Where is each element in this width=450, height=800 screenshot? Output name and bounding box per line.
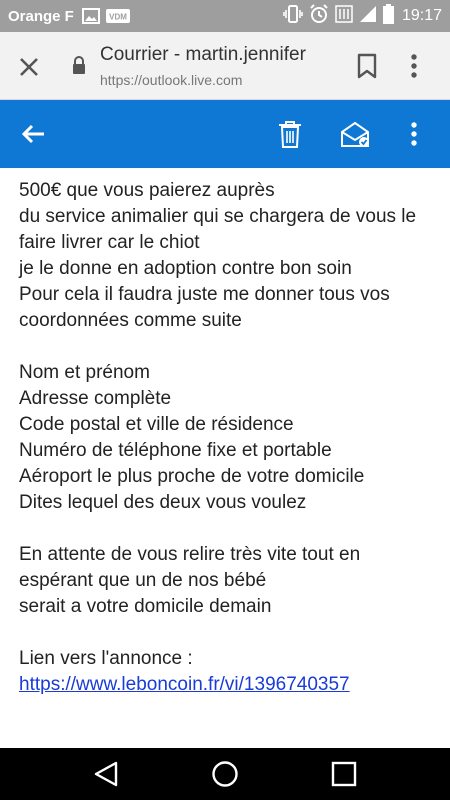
email-line: coordonnées comme suite xyxy=(19,310,242,331)
page-title[interactable]: Courrier - martin.jennifer xyxy=(100,44,306,65)
signal-icon xyxy=(359,5,377,28)
email-body xyxy=(0,168,450,748)
alarm-icon xyxy=(309,4,329,29)
email-line: Pour cela il faudra juste me donner tous vos xyxy=(19,284,390,305)
listing-link[interactable]: https://www.leboncoin.fr/vi/1396740357 xyxy=(19,674,350,695)
vdm-icon xyxy=(106,9,130,23)
browser-url-bar xyxy=(0,32,450,100)
email-line: Code postal et ville de résidence xyxy=(19,414,294,435)
android-nav-bar xyxy=(0,748,450,800)
email-line: Dites lequel des deux vous voulez xyxy=(19,492,307,513)
close-icon[interactable] xyxy=(14,52,44,82)
battery-icon xyxy=(383,4,394,29)
status-bar xyxy=(0,0,450,32)
more-vert-icon[interactable] xyxy=(410,52,418,85)
mark-read-icon[interactable] xyxy=(340,120,370,153)
email-line: faire livrer car le chiot xyxy=(19,232,200,253)
home-circle-icon[interactable] xyxy=(211,760,239,793)
email-line: espérant que un de nos bébé xyxy=(19,570,267,591)
svg-text:VDM: VDM xyxy=(108,12,127,22)
back-arrow-icon[interactable] xyxy=(20,122,46,151)
email-line: serait a votre domicile demain xyxy=(19,596,272,617)
email-line xyxy=(19,168,444,178)
clock: 19:17 xyxy=(401,7,442,24)
url-text[interactable]: https://outlook.live.com xyxy=(100,72,243,88)
mail-toolbar xyxy=(0,100,450,168)
image-icon xyxy=(82,8,100,24)
email-line: du service animalier qui se chargera de vous le xyxy=(19,206,417,227)
email-line: je le donne en adoption contre bon soin xyxy=(19,258,352,279)
data-icon xyxy=(335,5,353,28)
bookmark-icon[interactable] xyxy=(356,52,378,85)
recents-square-icon[interactable] xyxy=(330,760,358,793)
back-triangle-icon[interactable] xyxy=(92,760,120,793)
email-line: En attente de vous relire très vite tout en xyxy=(19,544,361,565)
link-intro: Lien vers l'annonce : xyxy=(19,648,193,669)
trash-icon[interactable] xyxy=(278,120,302,153)
vibrate-icon xyxy=(283,5,303,28)
lock-icon xyxy=(72,56,86,79)
email-line: 500€ que vous paierez auprès xyxy=(19,180,275,201)
carrier-label: Orange F xyxy=(8,7,74,25)
email-line: Nom et prénom xyxy=(19,362,150,383)
email-line: Numéro de téléphone fixe et portable xyxy=(19,440,332,461)
more-vert-icon[interactable] xyxy=(410,120,418,153)
email-line: Adresse complète xyxy=(19,388,172,409)
email-line: Aéroport le plus proche de votre domicile xyxy=(19,466,365,487)
